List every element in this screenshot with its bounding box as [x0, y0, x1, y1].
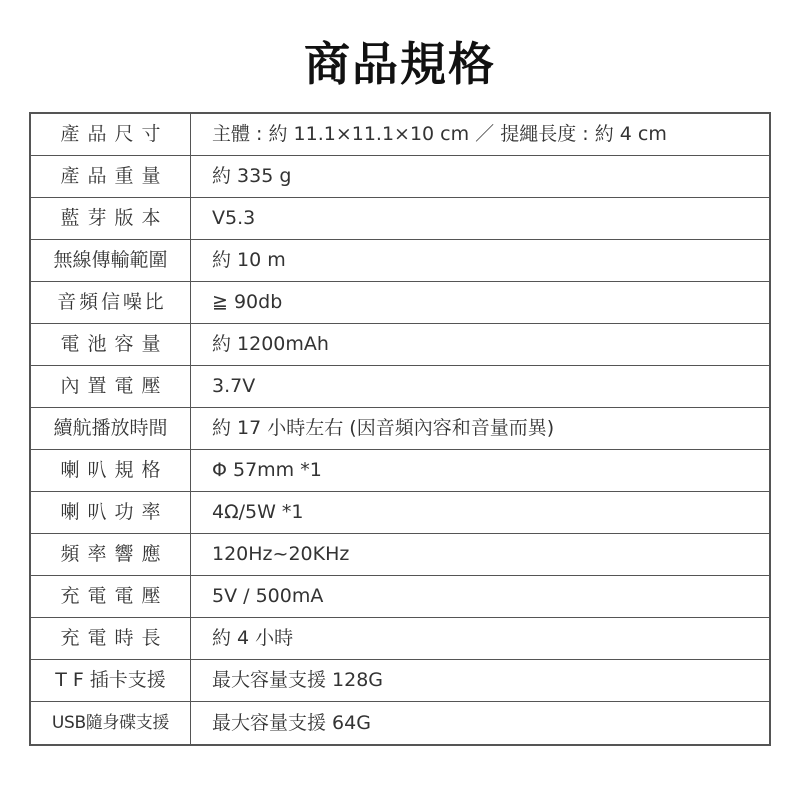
- spec-value: 最大容量支援 64G: [191, 702, 771, 746]
- spec-label: [30, 492, 191, 534]
- spec-label: [30, 660, 191, 702]
- spec-label-text: USB隨身碟支援: [51, 713, 170, 733]
- spec-label: [30, 240, 191, 282]
- spec-row-voltage: [30, 366, 770, 408]
- spec-row-wireless-range: [30, 240, 770, 282]
- spec-label-text: 續航播放時間: [53, 417, 168, 439]
- spec-label-text: 內置電壓: [60, 375, 169, 397]
- spec-label-text: 無線傳輸範圍: [53, 249, 168, 271]
- spec-label-text: 充電電壓: [60, 585, 169, 607]
- spec-label: [30, 408, 191, 450]
- spec-value: 約 17 小時左右 (因音頻內容和音量而異): [191, 408, 771, 450]
- spec-row-speaker-power: [30, 492, 770, 534]
- spec-row-tf-card: [30, 660, 770, 702]
- spec-row-size: [30, 113, 770, 156]
- spec-row-snr: [30, 282, 770, 324]
- spec-value: 約 1200mAh: [191, 324, 771, 366]
- spec-label: [30, 156, 191, 198]
- spec-row-bluetooth-version: [30, 198, 770, 240]
- spec-value: 約 4 小時: [191, 618, 771, 660]
- spec-label: [30, 324, 191, 366]
- spec-label-text: 頻率響應: [60, 543, 169, 565]
- spec-value: ≧ 90db: [191, 282, 771, 324]
- spec-label: [30, 366, 191, 408]
- spec-value: V5.3: [191, 198, 771, 240]
- spec-value: 最大容量支援 128G: [191, 660, 771, 702]
- spec-label-text: 喇叭規格: [60, 459, 169, 481]
- page-title: 商品規格: [304, 37, 496, 91]
- spec-label-text: 充電時長: [60, 627, 169, 649]
- spec-value: Φ 57mm *1: [191, 450, 771, 492]
- spec-label: [30, 450, 191, 492]
- spec-label-text: 喇叭功率: [60, 501, 169, 523]
- spec-value: 4Ω/5W *1: [191, 492, 771, 534]
- spec-label: [30, 576, 191, 618]
- spec-row-usb-drive: [30, 702, 770, 746]
- spec-value: 3.7V: [191, 366, 771, 408]
- spec-value: 5V / 500mA: [191, 576, 771, 618]
- spec-row-weight: [30, 156, 770, 198]
- spec-row-battery-capacity: [30, 324, 770, 366]
- spec-row-charging-time: [30, 618, 770, 660]
- spec-row-frequency-response: [30, 534, 770, 576]
- spec-label-text: 產品尺寸: [60, 123, 169, 145]
- spec-value: 約 10 m: [191, 240, 771, 282]
- spec-label: [30, 282, 191, 324]
- spec-label-text: 音頻信噪比: [57, 291, 167, 313]
- spec-label-text: 藍芽版本: [60, 207, 169, 229]
- spec-label-text: 產品重量: [60, 165, 169, 187]
- spec-label-text: 電池容量: [60, 333, 169, 355]
- spec-value: 約 335 g: [191, 156, 771, 198]
- spec-row-speaker-size: [30, 450, 770, 492]
- spec-label: [30, 113, 191, 156]
- spec-label: [30, 702, 191, 746]
- spec-label: [30, 534, 191, 576]
- spec-value: 120Hz~20KHz: [191, 534, 771, 576]
- spec-row-playtime: [30, 408, 770, 450]
- spec-label: [30, 198, 191, 240]
- spec-label: [30, 618, 191, 660]
- spec-label-text: T F 插卡支援: [55, 669, 166, 691]
- spec-table: [29, 112, 771, 746]
- spec-row-charging-voltage: [30, 576, 770, 618]
- spec-value: 主體 : 約 11.1×11.1×10 cm ／ 提繩長度 : 約 4 cm: [191, 113, 771, 156]
